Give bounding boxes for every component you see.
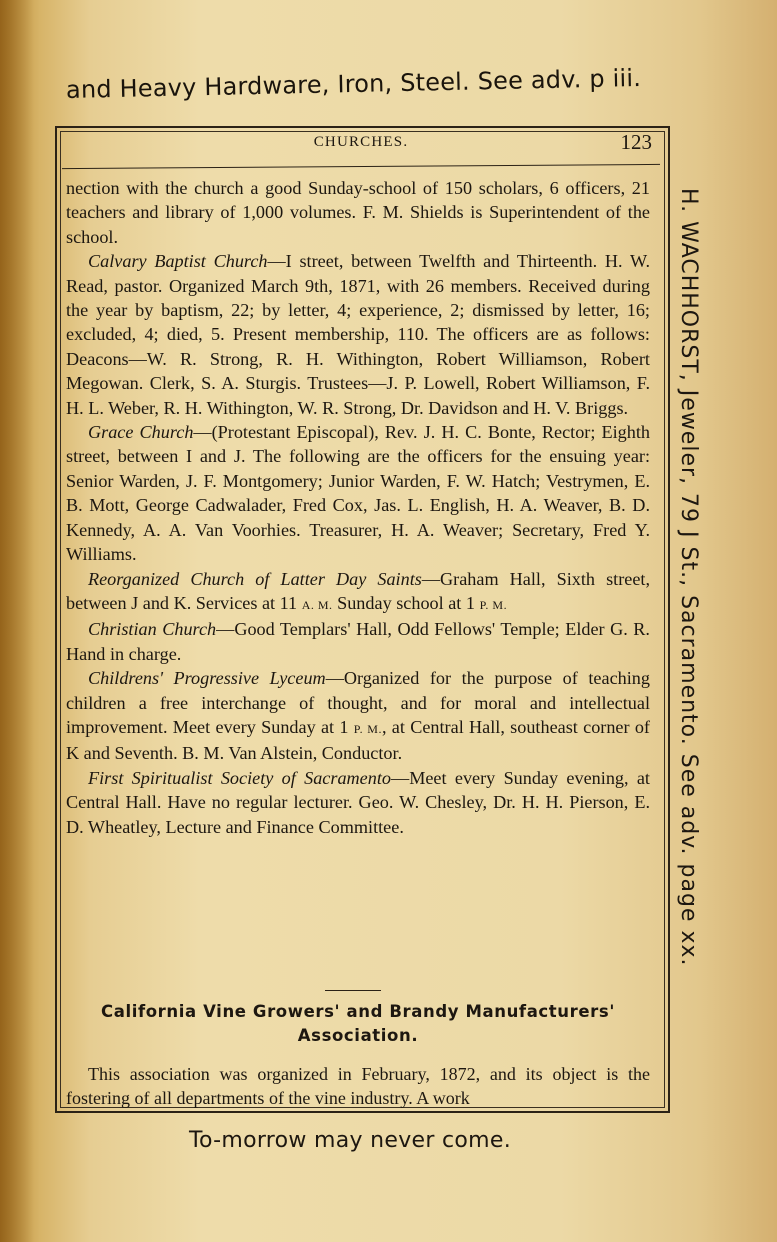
page-number: 123 (620, 130, 652, 154)
church-paragraph-2: Calvary Baptist Church—I street, between Twelfth and Thirteenth. H. W. Read, pastor. Organized March 9th, 1871, with 26 members. Received during the year by baptism, 22; by letter, 4; experience, 2; dismissed by letter, 16; excluded, 4; died, 5. Present membership, 110. The officers are as follows: Deacons—W. R. Strong, R. H. Withington, Robert Williamson, Robert Megowan. Clerk, S. A. Sturgis. Trustees—J. P. Lowell, Robert Williamson, F. H. L. Weber, R. H. Withington, W. R. Strong, Dr. Davidson and H. V. Briggs. (66, 251, 650, 418)
church-paragraph-5: Christian Church—Good Templars' Hall, Odd Fellows' Temple; Elder G. R. Hand in charge. (66, 619, 650, 664)
association-text (66, 1062, 650, 1110)
page-header (62, 130, 660, 162)
church-paragraph-3: Grace Church—(Protestant Episcopal), Rev. J. H. C. Bonte, Rector; Eighth street, between I and J. The following are the officers for the ensuing year: Senior Warden, J. F. Montgomery; Junior Warden, F. W. Hatch; Vestrymen, E. B. Mott, George Cadwalader, Fred Cox, Jas. L. English, H. A. Weaver, B. D. Kennedy, A. A. Van Voorhies. Treasurer, H. A. Weaver; Secretary, Fred Y. Williams. (66, 422, 650, 565)
page-spine-shadow (0, 0, 34, 1242)
side-advertisement-text: H. WACHHORST, Jeweler, 79 J St., Sacramento. See adv. page xx. (676, 188, 701, 967)
church-paragraph-4: Reorganized Church of Latter Day Saints—Graham Hall, Sixth street, between J and K. Services at 11 A. M. Sunday school at 1 P. M. (66, 568, 650, 613)
church-paragraph-1: nection with the church a good Sunday-school of 150 scholars, 6 officers, 21 teachers and library of 1,000 volumes. F. M. Shields is Superintendent of the school. (66, 178, 650, 247)
bottom-running-advertisement: To-morrow may never come. (188, 1128, 512, 1153)
association-paragraph: This association was organized in February, 1872, and its object is the fostering of all departments of the vine industry. A work (66, 1064, 650, 1108)
association-heading: California Vine Growers' and Brandy Manufacturers' Association. (101, 1002, 615, 1045)
church-listings (66, 176, 650, 839)
section-title: CHURCHES. (313, 134, 409, 150)
section-divider (325, 990, 381, 991)
church-paragraph-6: Childrens' Progressive Lyceum—Organized for the purpose of teaching children a free interchange of thought, and for moral and intellectual improvement. Meet every Sunday at 1 P. M., at Central Hall, southeast corner of K and Seventh. B. M. Van Alstein, Conductor. (66, 668, 650, 764)
top-running-advertisement: and Heavy Hardware, Iron, Steel. See adv. p iii. (65, 63, 642, 104)
church-paragraph-7: First Spiritualist Society of Sacramento—Meet every Sunday evening, at Central Hall. Have no regular lecturer. Geo. W. Chesley, Dr. H. H. Pierson, E. D. Wheatley, Lecture and Finance Committee. (66, 767, 650, 837)
side-advertisement (676, 188, 716, 1068)
